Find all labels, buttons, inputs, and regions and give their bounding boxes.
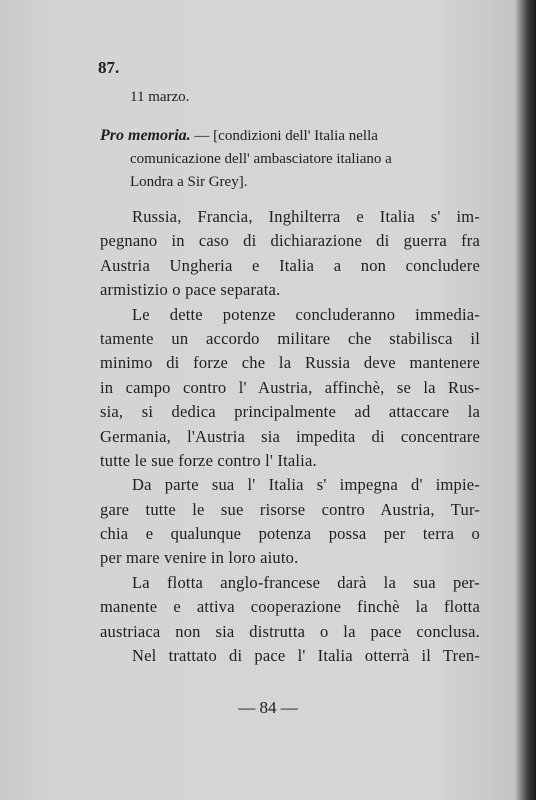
text-line: sia, si dedica principalmente ad attaccare la	[100, 402, 480, 422]
text-line: armistizio o pace separata.	[100, 280, 281, 300]
body-text	[100, 205, 480, 668]
heading-line-3: Londra a Sir Grey].	[130, 174, 248, 190]
text-line: tutte le sue forze contro l' Italia.	[100, 450, 317, 470]
text-line: Le dette potenze concluderanno immedia-	[132, 304, 480, 324]
text-line: gare tutte le sue risorse contro Austria, Tur-	[100, 499, 480, 519]
text-line: Nel trattato di pace l' Italia otterrà il Tren-	[132, 646, 480, 666]
document-date: 11 marzo.	[130, 89, 190, 105]
text-line: Russia, Francia, Inghilterra e Italia s' im-	[132, 207, 480, 226]
text-line: per mare venire in loro aiuto.	[100, 548, 299, 568]
text-line: Germania, l'Austria sia impedita di concentrare	[100, 426, 480, 446]
text-line: manente e attiva cooperazione finchè la flotta	[100, 597, 480, 617]
heading-line-1	[100, 124, 480, 148]
page-number: — 84 —	[238, 698, 298, 717]
heading-subtitle: — [condizioni dell' Italia nella	[190, 128, 378, 144]
document-heading	[100, 124, 480, 194]
heading-title: Pro memoria.	[100, 127, 191, 144]
heading-line-2: comunicazione dell' ambasciatore italiano a	[130, 151, 392, 167]
text-line: pegnano in caso di dichiarazione di guerra fra	[100, 231, 480, 251]
document-number: 87.	[98, 58, 120, 77]
text-line: minimo di forze che la Russia deve mantenere	[100, 353, 480, 373]
text-line: Austria Ungheria e Italia a non concludere	[100, 255, 480, 275]
text-line: Da parte sua l' Italia s' impegna d' impie-	[132, 475, 480, 495]
text-line: austriaca non sia distrutta o la pace conclusa.	[100, 621, 480, 641]
text-line: tamente un accordo militare che stabilisca il	[100, 328, 480, 348]
text-line: La flotta anglo-francese darà la sua per-	[132, 572, 480, 592]
text-line: chia e qualunque potenza possa per terra o	[100, 524, 480, 544]
text-line: in campo contro l' Austria, affinchè, se la Rus-	[100, 377, 480, 397]
